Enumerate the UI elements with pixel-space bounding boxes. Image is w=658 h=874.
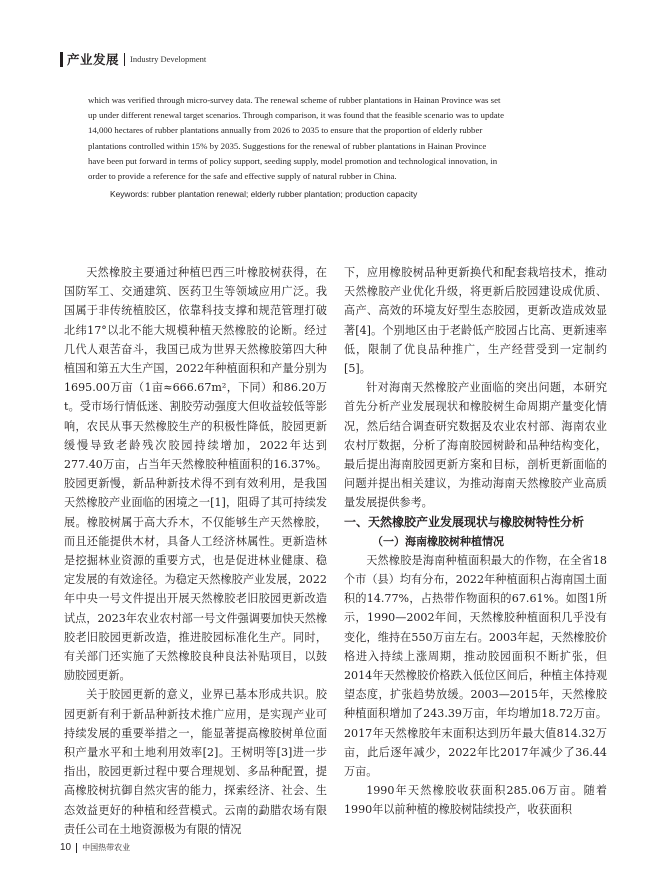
abstract-line: up under different renewal target scenarios. Through comparison, it was found that the feasible scenario was to update — [88, 110, 505, 121]
section-heading: 一、天然橡胶产业发展现状与橡胶树特性分析 — [344, 514, 585, 529]
abstract-line: have been put forward in terms of policy support, seeding supply, model promotion and technological innovation, in — [88, 155, 498, 166]
page-number: 10 — [60, 842, 72, 853]
page-header — [60, 50, 206, 68]
body-paragraph: 针对海南天然橡胶产业面临的突出问题，本研究首先分析产业发展现状和橡胶树生命周期产量变化情况，然后结合调查研究数据及农业农村部、海南农业农村厅数据，分析了海南胶园树龄和品种结构变化，最后提出海南胶园更新方案和目标，剖析更新面临的问题并提出相关建议，为推动海南天然橡胶产业高质量发展提供参考。 — [344, 381, 607, 510]
header-divider — [124, 53, 125, 66]
subsection-heading: （一）海南橡胶树种植情况 — [372, 534, 504, 548]
section-subtitle: Industry Development — [130, 54, 207, 64]
abstract-line: which was verified through micro-survey data. The renewal scheme of rubber plantations in Hainan Province was set — [88, 95, 501, 105]
journal-name: 中国热带农业 — [82, 843, 131, 852]
english-abstract — [88, 93, 582, 184]
header-bar — [60, 52, 63, 67]
abstract-line: 14,000 hectares of rubber plantations annually from 2026 to 2035 to ensure that the proportion of elderly rubber — [88, 125, 483, 136]
body-paragraph: 1990年天然橡胶收获面积285.06万亩。随着1990年以前种植的橡胶树陆续投产，收获面积 — [344, 784, 607, 817]
body-paragraph: 关于胶园更新的意义，业界已基本形成共识。胶园更新有利于新品种新技术推广应用，是实现产业可持续发展的重要举措之一，能显著提高橡胶树单位面积产量水平和土地利用效率[2]。王树明等[3]进一步指出，胶园更新过程中要合理规划、多品种配置，提高橡胶树抗御自然灾害的能力，探索经济、社会、生态效益更好的种植和经营模式。云南的勐腊农场有限责任公司在土地资源极为有限的情况 — [64, 688, 327, 836]
body-paragraph: 天然橡胶是海南种植面积最大的作物，在全省18个市（县）均有分布，2022年种植面积占海南国土面积的14.77%，占热带作物面积的67.61%。如图1所示，1990—2002年间，天然橡胶种植面积几乎没有变化，维持在550万亩左右。2003年起，天然橡胶价格进入持续上涨周期，推动胶园面积不断扩张，但2014年天然橡胶价格跌入低位区间后，种植主体持观望态度，扩张趋势放缓。2003—2015年，天然橡胶种植面积增加了243.39万亩，年均增加18.72万亩。2017年天然橡胶年末面积达到历年最大值814.32万亩，此后逐年减少，2022年比2017年减少了36.44万亩。 — [344, 553, 607, 779]
abstract-line: order to provide a reference for the safe and effective supply of natural rubber in China. — [88, 171, 397, 182]
section-title: 产业发展 — [67, 52, 120, 67]
keywords: Keywords: rubber plantation renewal; elderly rubber plantation; production capacity — [110, 189, 418, 199]
abstract-line: plantations controlled within 15% by 2035. Suggestions for the renewal of rubber plantations in Hainan Province — [88, 140, 487, 151]
body-paragraph: 下，应用橡胶树品种更新换代和配套栽培技术，推动天然橡胶产业优化升级，将更新后胶园建设成优质、高产、高效的环境友好型生态胶园，更新改造成效显著[4]。个别地区由于老龄低产胶园占比高、更新速率低，限制了优良品种推广，生产经营受到一定制约[5]。 — [344, 266, 607, 376]
footer-divider — [76, 843, 77, 853]
page-footer — [60, 842, 130, 853]
left-column — [64, 263, 327, 839]
body-paragraph: 天然橡胶主要通过种植巴西三叶橡胶树获得，在国防军工、交通建筑、医药卫生等领域应用广泛。我国属于非传统植胶区，依靠科技支撑和规范管理打破北纬17°以北不能大规模种植天然橡胶的论断。经过几代人艰苦奋斗，我国已成为世界天然橡胶第四大种植国和第五大生产国，2022年种植面积和产量分别为1695.00万亩（1亩≈666.67m²，下同）和86.20万t。受市场行情低迷、割胶劳动强度大但收益较低等影响，农民从事天然橡胶生产的积极性降低，胶园更新缓慢导致老龄残次胶园持续增加，2022年达到277.40万亩，占当年天然橡胶种植面积的16.37%。胶园更新慢，新品种新技术得不到有效利用，是我国天然橡胶产业面临的困境之一[1]，阻碍了其可持续发展。橡胶树属于高大乔木，不仅能够生产天然橡胶，而且还能提供木材，具备人工经济林属性。更新造林是挖掘林业资源的重要方式，也是促进林业健康、稳定发展的有效途径。为稳定天然橡胶产业发展，2022年中央一号文件提出开展天然橡胶老旧胶园更新改造试点，2023年农业农村部一号文件强调要加快天然橡胶老旧胶园更新改造，推进胶园标准化生产。同时，有关部门还实施了天然橡胶良种良法补贴项目，以鼓励胶园更新。 — [64, 266, 327, 683]
right-column — [344, 263, 607, 820]
